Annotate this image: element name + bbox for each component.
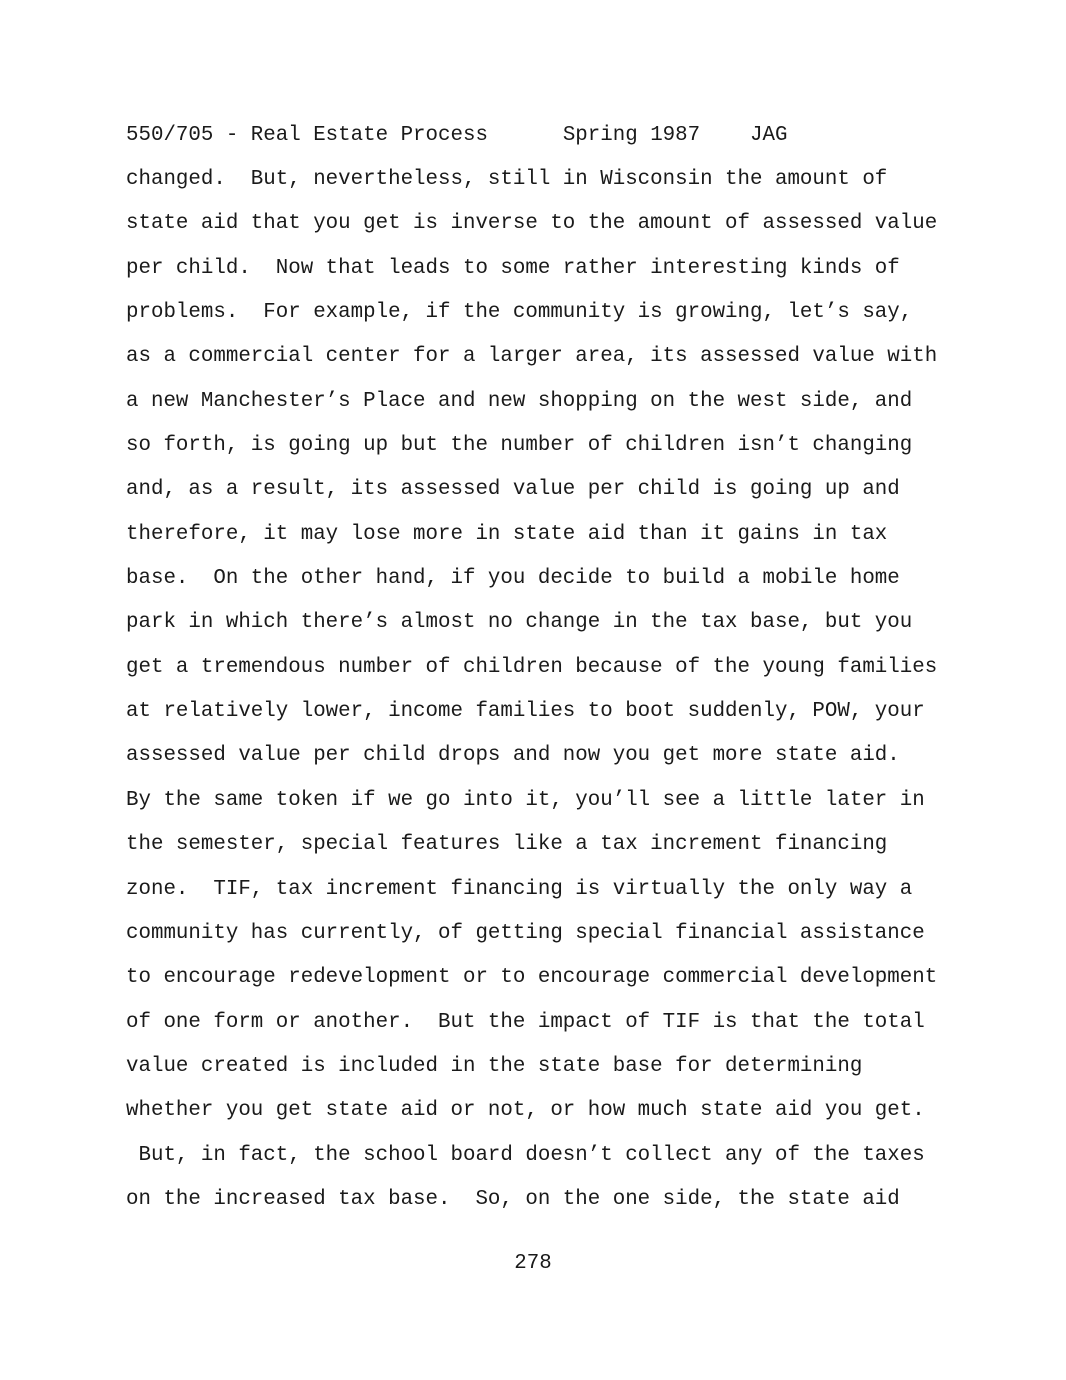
header-initials: JAG <box>750 124 788 147</box>
text-line: per child. Now that leads to some rather interesting kinds of <box>126 256 900 280</box>
text-line: assessed value per child drops and now you get more state aid. <box>126 744 900 768</box>
text-line: to encourage redevelopment or to encourage commercial development <box>126 966 938 990</box>
page-header <box>126 122 788 150</box>
text-line: base. On the other hand, if you decide to build a mobile home <box>126 567 900 591</box>
text-line: as a commercial center for a larger area, its assessed value with <box>126 345 938 369</box>
text-line: But, in fact, the school board doesn’t collect any of the taxes <box>126 1143 925 1167</box>
text-line: By the same token if we go into it, you’ll see a little later in <box>126 788 925 812</box>
text-line: therefore, it may lose more in state aid than it gains in tax <box>126 522 888 546</box>
header-course: 550/705 - Real Estate Process <box>126 124 488 147</box>
text-line: zone. TIF, tax increment financing is virtually the only way a <box>126 877 913 901</box>
text-line: problems. For example, if the community is growing, let’s say, <box>126 301 913 325</box>
text-line: park in which there’s almost no change in the tax base, but you <box>126 611 913 635</box>
text-line: so forth, is going up but the number of children isn’t changing <box>126 434 913 458</box>
text-line: of one form or another. But the impact of TIF is that the total <box>126 1010 925 1034</box>
text-line: whether you get state aid or not, or how much state aid you get. <box>126 1099 925 1123</box>
text-line: state aid that you get is inverse to the amount of assessed value <box>126 212 938 236</box>
text-line: the semester, special features like a tax increment financing <box>126 833 888 857</box>
text-line: a new Manchester’s Place and new shopping on the west side, and <box>126 389 913 413</box>
text-line: changed. But, nevertheless, still in Wisconsin the amount of <box>126 168 888 191</box>
text-line: value created is included in the state base for determining <box>126 1054 863 1078</box>
text-line: community has currently, of getting special financial assistance <box>126 921 925 945</box>
text-line: on the increased tax base. So, on the one side, the state aid <box>126 1187 900 1211</box>
transcript-body <box>126 166 986 1230</box>
page-number: 278 <box>514 1252 552 1275</box>
text-line: get a tremendous number of children because of the young families <box>126 655 938 679</box>
header-term: Spring 1987 <box>562 124 701 147</box>
text-line: at relatively lower, income families to boot suddenly, POW, your <box>126 700 925 724</box>
text-line: and, as a result, its assessed value per child is going up and <box>126 478 900 502</box>
